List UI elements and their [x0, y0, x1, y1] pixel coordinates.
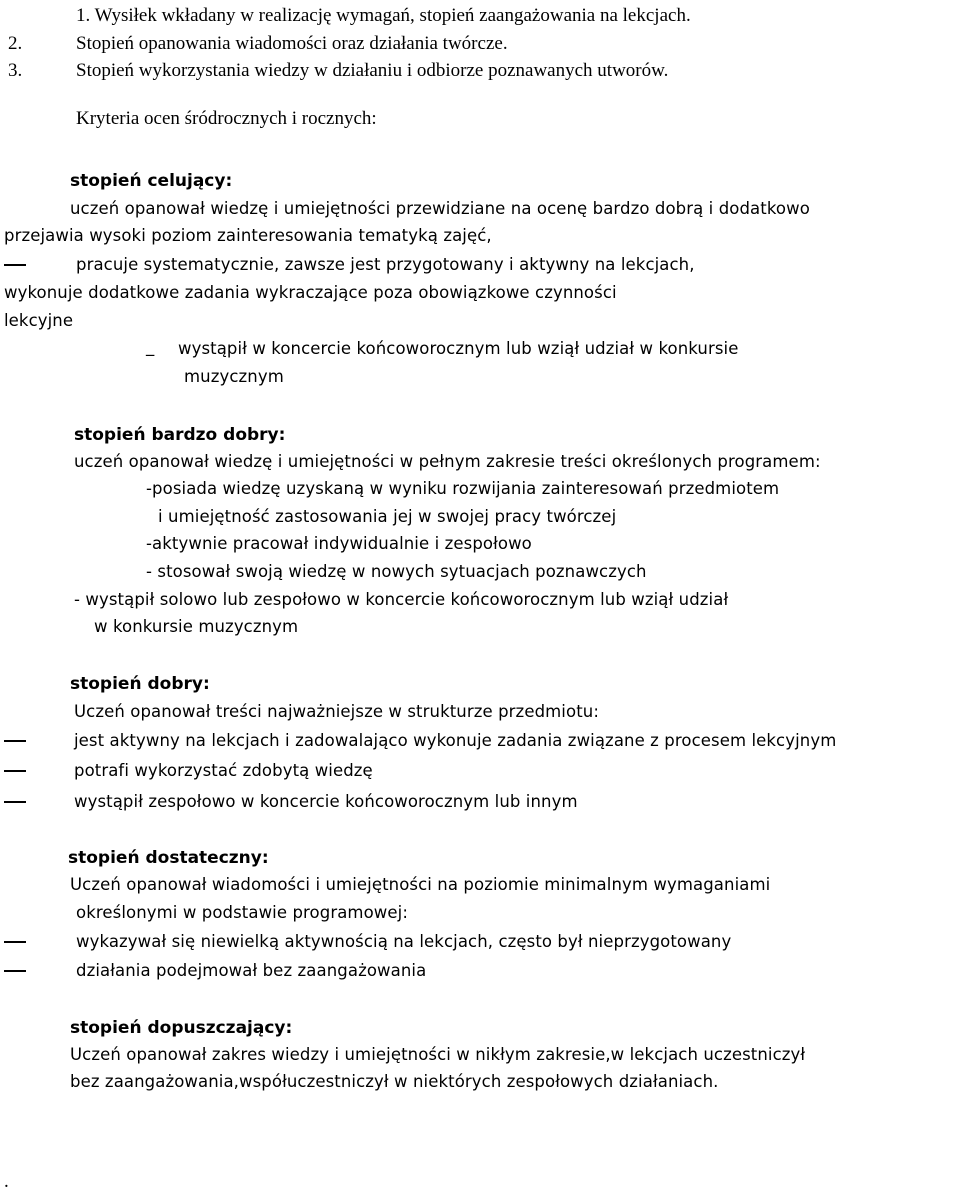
dostateczny-line-3: wykazywał się niewielką aktywnością na lekcjach, często był nieprzygotowany: [76, 932, 732, 951]
dash-bullet: [4, 770, 26, 772]
intro-item-2-text: Stopień opanowania wiadomości oraz działania twórcze.: [76, 33, 508, 54]
heading-bardzo-dobry: stopień bardzo dobry:: [74, 425, 286, 445]
dobry-line-4: wystąpił zespołowo w koncercie końcoworocznym lub innym: [74, 792, 578, 811]
dostateczny-line-4: działania podejmował bez zaangażowania: [76, 961, 427, 980]
bardzo-dobry-line-4: -aktywnie pracował indywidualnie i zespołowo: [146, 534, 532, 553]
footer-mark: .: [4, 1171, 9, 1192]
dostateczny-line-1: Uczeń opanował wiadomości i umiejętności na poziomie minimalnym wymaganiami: [70, 875, 771, 894]
bardzo-dobry-line-7: w konkursie muzycznym: [94, 617, 299, 636]
celujacy-line-6: wystąpił w koncercie końcoworocznym lub wziął udział w konkursie: [178, 339, 739, 358]
intro-item-3-number: 3.: [8, 60, 23, 81]
criteria-title: Kryteria ocen śródrocznych i rocznych:: [76, 108, 377, 129]
bardzo-dobry-line-5: - stosował swoją wiedzę w nowych sytuacjach poznawczych: [146, 562, 647, 581]
dash-bullet: [4, 264, 26, 266]
dobry-line-3: potrafi wykorzystać zdobytą wiedzę: [74, 761, 373, 780]
bardzo-dobry-line-3: i umiejętność zastosowania jej w swojej pracy twórczej: [158, 507, 617, 526]
celujacy-line-5: lekcyjne: [4, 311, 74, 330]
dopuszczajacy-line-1: Uczeń opanował zakres wiedzy i umiejętności w nikłym zakresie,w lekcjach uczestniczył: [70, 1045, 806, 1064]
underscore-bullet: _: [146, 337, 155, 356]
dobry-line-1: Uczeń opanował treści najważniejsze w strukturze przedmiotu:: [74, 702, 599, 721]
dash-bullet: [4, 740, 26, 742]
dobry-line-2: jest aktywny na lekcjach i zadowalająco wykonuje zadania związane z procesem lekcyjnym: [74, 731, 837, 750]
celujacy-line-7: muzycznym: [184, 367, 284, 386]
celujacy-line-1: uczeń opanował wiedzę i umiejętności przewidziane na ocenę bardzo dobrą i dodatkowo: [70, 199, 810, 218]
bardzo-dobry-line-2: -posiada wiedzę uzyskaną w wyniku rozwijania zainteresowań przedmiotem: [146, 479, 780, 498]
intro-item-3-text: Stopień wykorzystania wiedzy w działaniu i odbiorze poznawanych utworów.: [76, 60, 669, 81]
dostateczny-line-2: określonymi w podstawie programowej:: [76, 903, 408, 922]
bardzo-dobry-line-1: uczeń opanował wiedzę i umiejętności w pełnym zakresie treści określonych programem:: [74, 452, 821, 471]
heading-dobry: stopień dobry:: [70, 674, 210, 694]
celujacy-line-3: pracuje systematycznie, zawsze jest przygotowany i aktywny na lekcjach,: [76, 255, 695, 274]
intro-item-1: 1. Wysiłek wkładany w realizację wymagań, stopień zaangażowania na lekcjach.: [76, 5, 691, 26]
celujacy-line-2: przejawia wysoki poziom zainteresowania tematyką zajęć,: [4, 226, 492, 245]
heading-celujacy: stopień celujący:: [70, 171, 233, 191]
dash-bullet: [4, 970, 26, 972]
celujacy-line-4: wykonuje dodatkowe zadania wykraczające poza obowiązkowe czynności: [4, 283, 617, 302]
intro-item-2-number: 2.: [8, 33, 23, 54]
heading-dostateczny: stopień dostateczny:: [68, 848, 269, 868]
heading-dopuszczajacy: stopień dopuszczający:: [70, 1018, 293, 1038]
dash-bullet: [4, 801, 26, 803]
dopuszczajacy-line-2: bez zaangażowania,współuczestniczył w niektórych zespołowych działaniach.: [70, 1072, 719, 1091]
bardzo-dobry-line-6: - wystąpił solowo lub zespołowo w koncercie końcoworocznym lub wziął udział: [74, 590, 729, 609]
dash-bullet: [4, 941, 26, 943]
